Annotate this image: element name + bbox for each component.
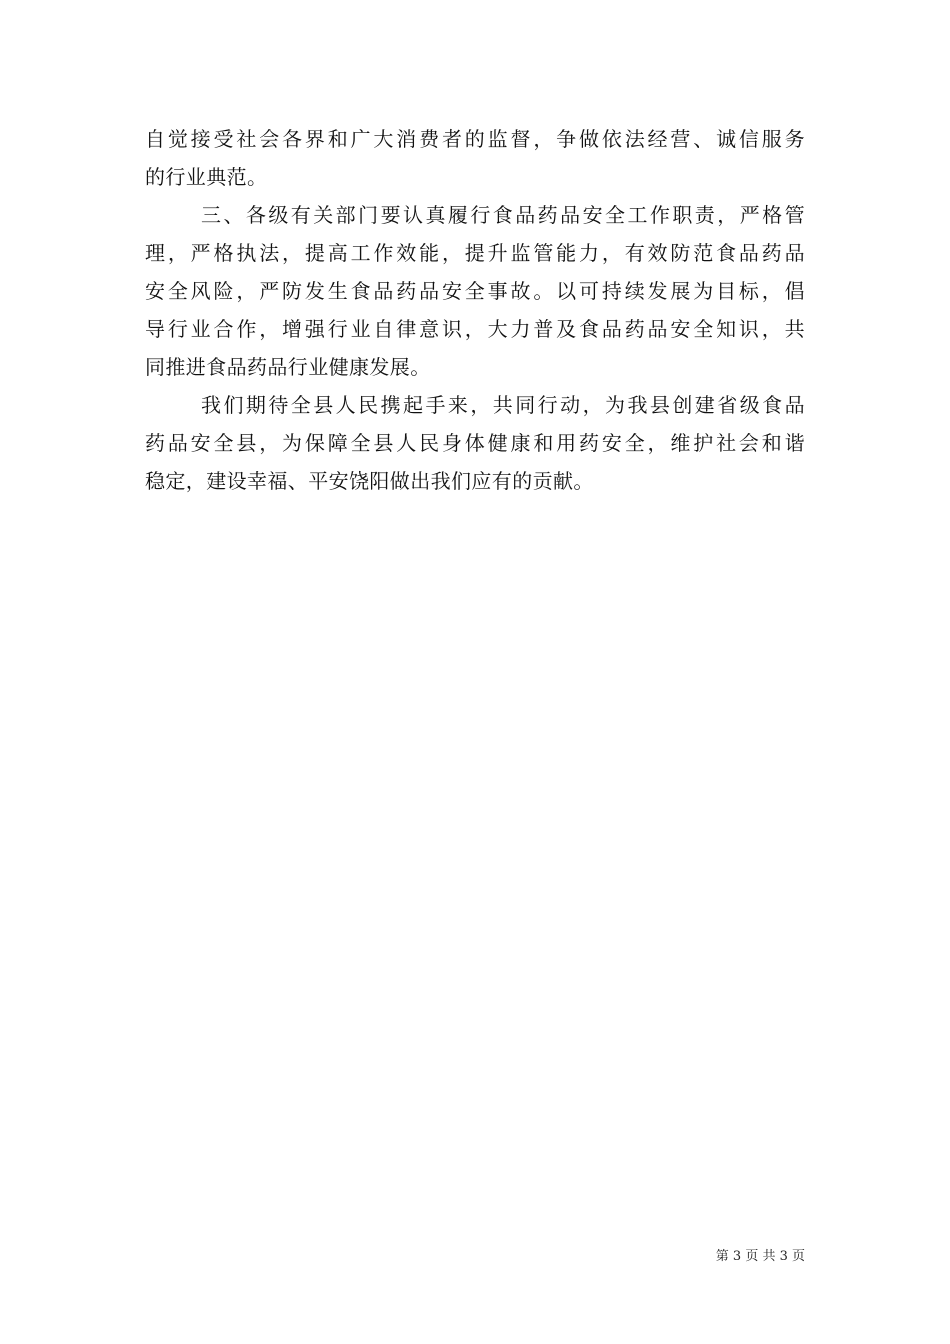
paragraph-start-line: 我们期待全县人民携起手来，共同行动，为我县创建省级食品 — [201, 393, 805, 417]
text-line: 自觉接受社会各界和广大消费者的监督，争做依法经营、诚信服务 — [145, 127, 805, 151]
text-line: 理，严格执法，提高工作效能，提升监管能力，有效防范食品药品 — [145, 241, 805, 265]
page-number-footer: 第 3 页 共 3 页 — [715, 1249, 805, 1264]
document-body — [145, 120, 805, 500]
text-line: 导行业合作，增强行业自律意识，大力普及食品药品安全知识，共 — [145, 317, 805, 341]
text-line: 稳定，建设幸福、平安饶阳做出我们应有的贡献。 — [145, 469, 594, 493]
text-line: 安全风险，严防发生食品药品安全事故。以可持续发展为目标，倡 — [145, 279, 805, 303]
text-line: 的行业典范。 — [145, 165, 268, 189]
text-line: 药品安全县，为保障全县人民身体健康和用药安全，维护社会和谐 — [145, 431, 805, 455]
paragraph-start-line: 三、各级有关部门要认真履行食品药品安全工作职责，严格管 — [201, 203, 805, 227]
text-line: 同推进食品药品行业健康发展。 — [145, 355, 431, 379]
